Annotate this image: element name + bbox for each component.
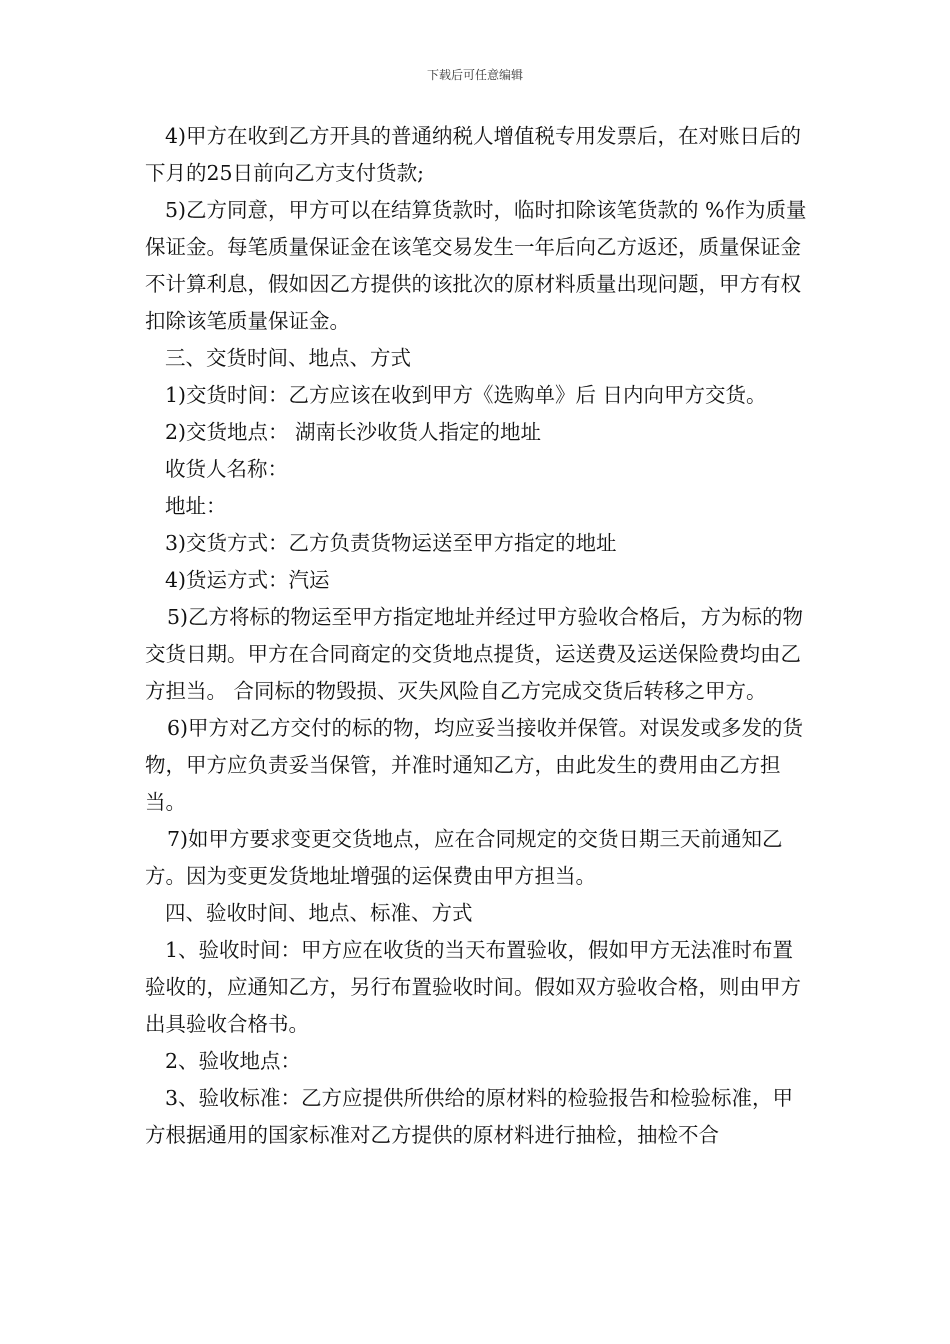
page-header: 下载后可任意编辑: [426, 68, 523, 82]
paragraph-receipt-storage: 6)甲方对乙方交付的标的物，均应妥当接收并保管。对误发或多发的货物，甲方应负责妥当保管，并准时通知乙方，由此发生的费用由乙方担当。: [145, 716, 804, 814]
paragraph-acceptance-time: 1、验收时间：甲方应在收货的当天布置验收，假如甲方无法准时布置验收的，应通知乙方，另行布置验收时间。假如双方验收合格，则由甲方出具验收合格书。: [145, 938, 801, 1036]
paragraph-change-location: 7)如甲方要求变更交货地点，应在合同规定的交货日期三天前通知乙方。因为变更发货地址增强的运保费由甲方担当。: [145, 827, 783, 888]
paragraph-delivery-date: 5)乙方将标的物运至甲方指定地址并经过甲方验收合格后，方为标的物交货日期。甲方在合同商定的交货地点提货，运送费及运送保险费均由乙方担当。 合同标的物毁损、灭失风险自乙方完成交货后转移之甲方。: [145, 605, 804, 703]
section-heading-delivery: 三、交货时间、地点、方式: [165, 346, 411, 370]
paragraph-transport-method: 4)货运方式：汽运: [165, 568, 330, 592]
paragraph-delivery-location: 2)交货地点： 湖南长沙收货人指定的地址: [165, 420, 542, 444]
paragraph-acceptance-location: 2、验收地点：: [165, 1049, 302, 1073]
paragraph-acceptance-standard: 3、验收标准：乙方应提供所供给的原材料的检验报告和检验标准，甲方根据通用的国家标准对乙方提供的原材料进行抽检，抽检不合: [145, 1086, 794, 1147]
paragraph-quality-deposit: 5)乙方同意，甲方可以在结算货款时，临时扣除该笔货款的 %作为质量保证金。每笔质量保证金在该笔交易发生一年后向乙方返还，质量保证金不计算利息，假如因乙方提供的该批次的原材料质量出现问题，甲方有权扣除该笔质量保证金。: [145, 198, 807, 333]
paragraph-delivery-method: 3)交货方式：乙方负责货物运送至甲方指定的地址: [165, 531, 617, 555]
section-heading-acceptance: 四、验收时间、地点、标准、方式: [165, 901, 473, 925]
document-body: [145, 118, 810, 1154]
paragraph-delivery-time: 1)交货时间：乙方应该在收到甲方《选购单》后 日内向甲方交货。: [165, 383, 767, 407]
paragraph-payment-terms: 4)甲方在收到乙方开具的普通纳税人增值税专用发票后，在对账日后的下月的25日前向乙方支付货款;: [145, 124, 802, 185]
paragraph-consignee-name: 收货人名称：: [165, 457, 288, 481]
paragraph-address: 地址：: [165, 494, 227, 518]
